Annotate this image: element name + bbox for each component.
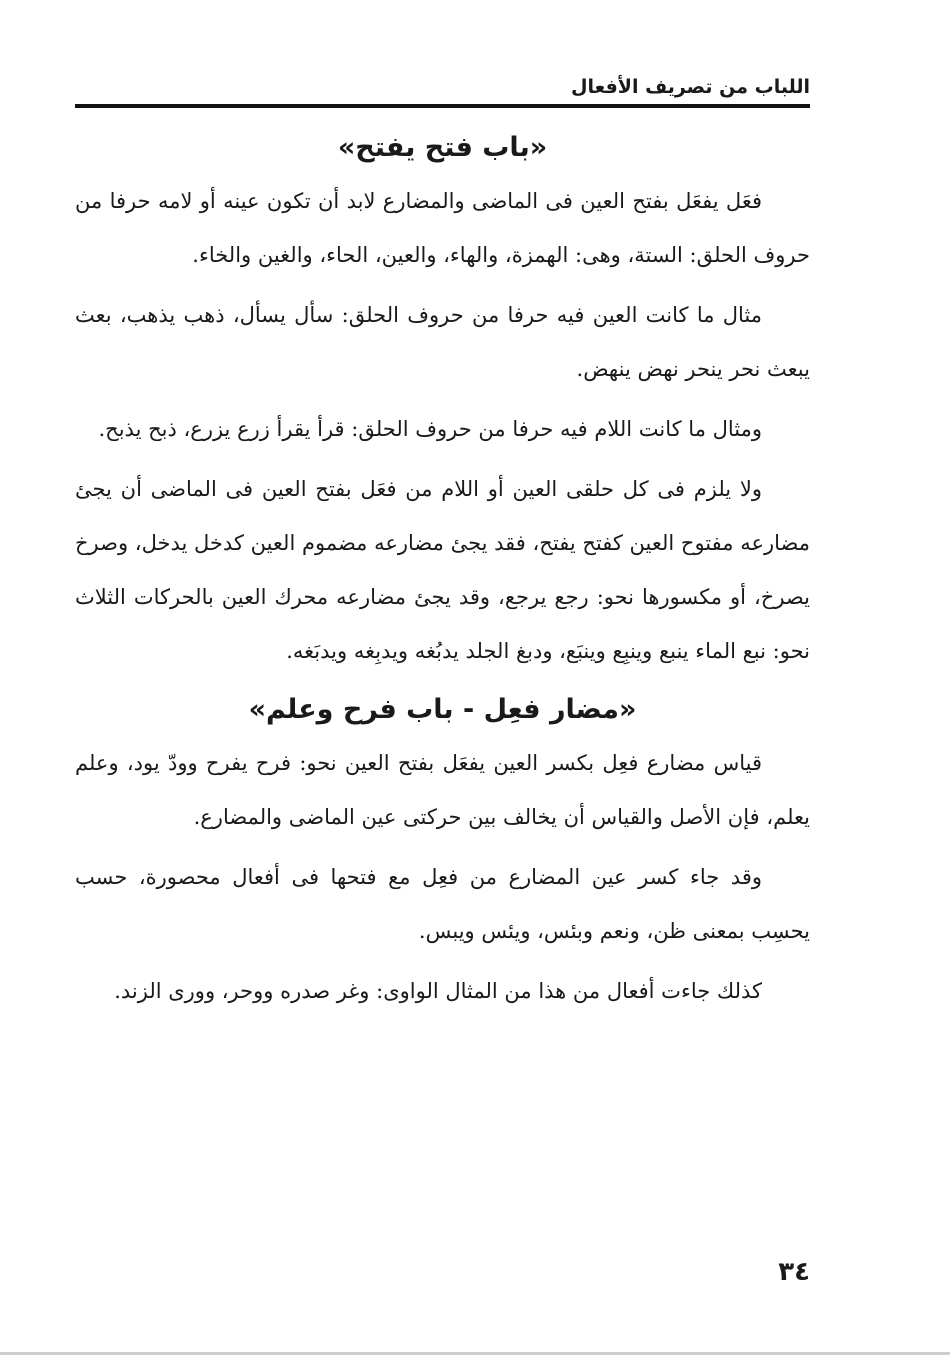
paragraph: ومثال ما كانت اللام فيه حرفا من حروف الحلق: قرأ يقرأ زرع يزرع، ذبح يذبح.	[98, 417, 762, 441]
paragraph: ولا يلزم فى كل حلقى العين أو اللام من فعَل بفتح العين فى الماضى أن يجئ مضارعه مفتوح العين كفتح يفتح، فقد يجئ مضارعه مضموم العين كدخل يدخل، وصرخ يصرخ، أو مكسورها نحو: رجع يرجع، وقد يجئ مضارعه محرك العين بالحركات الثلاث نحو: نبع الماء ينبع وينبِع وينبَع، ودبغ الجلد يدبُغه ويدبِغه ويدبَغه.	[75, 477, 810, 663]
section-title-fatah-yaftah: «باب فتح يفتح»	[337, 132, 548, 163]
section-title-farih-alim: «مضار فعِل - باب فرح وعلم»	[248, 694, 637, 725]
paragraph: وقد جاء كسر عين المضارع من فعِل مع فتحها فى أفعال محصورة، حسب يحسِب بمعنى ظن، ونعم وبئس، ويئس ويبس.	[75, 865, 810, 943]
running-header: اللباب من تصريف الأفعال	[571, 76, 810, 98]
page-content	[75, 122, 810, 1024]
header-rule	[75, 104, 810, 108]
page-number: ٣٤	[778, 1257, 810, 1287]
paragraph: قياس مضارع فعِل بكسر العين يفعَل بفتح العين نحو: فرح يفرح وودّ يود، وعلم يعلم، فإن الأصل والقياس أن يخالف بين حركتى عين الماضى والمضارع.	[75, 751, 810, 829]
paragraph: فعَل يفعَل بفتح العين فى الماضى والمضارع لابد أن تكون عينه أو لامه حرفا من حروف الحلق: الستة، وهى: الهمزة، والهاء، والعين، الحاء، والغين والخاء.	[75, 189, 810, 267]
paragraph: مثال ما كانت العين فيه حرفا من حروف الحلق: سأل يسأل، ذهب يذهب، بعث يبعث نحر ينحر نهض ينهض.	[75, 303, 810, 381]
paragraph: كذلك جاءت أفعال من هذا من المثال الواوى: وغر صدره ووحر، وورى الزند.	[114, 979, 762, 1003]
